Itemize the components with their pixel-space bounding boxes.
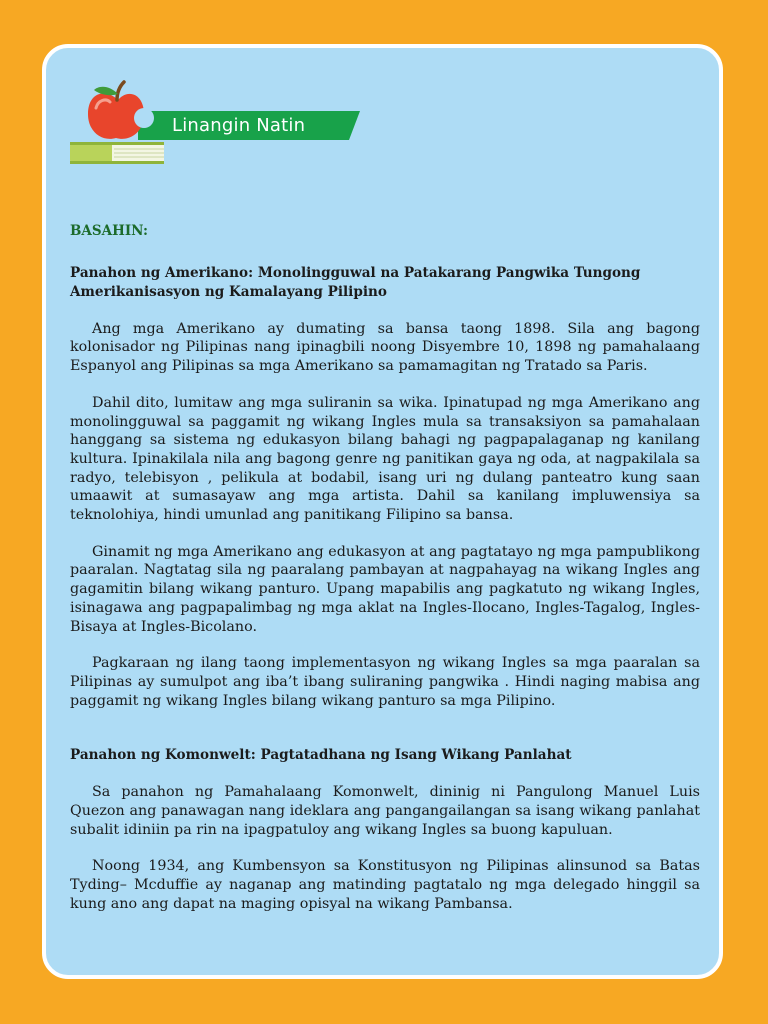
paragraph: Pagkaraan ng ilang taong implementasyon ng wikang Ingles sa mga paaralan sa Pilipinas ay sumulpot ang iba’t ibang suliraning pangwika . Hindi naging mabisa ang paggamit ng wikang Ingles bilang wikang panturo sa mga Pilipino. [70,655,700,709]
paragraph: Ginamit ng mga Amerikano ang edukasyon at ang pagtatayo ng mga pampublikong paaralan. Nagtatag sila ng paaralang pambayan at nagpahayag na wikang Ingles ang gagamitin bilang wikang panturo. Upang mapabilis ang pagkatuto ng wikang Ingles, isinagawa ang pagpapalimbag ng mga aklat na Ingles-Ilocano, Ingles-Tagalog, Ingles-Bisaya at Ingles-Bicolano. [70,543,700,635]
paragraph: Dahil dito, lumitaw ang mga suliranin sa wika. Ipinatupad ng mga Amerikano ang monolingguwal sa paggamit ng wikang Ingles mula sa transaksiyon sa pamahalaan hanggang sa sistema ng edukasyon bilang bahagi ng pagpapalaganap ng kanilang kultura. Ipinakilala nila ang bagong genre ng panitikan gaya ng oda, at nagpakilala sa radyo, telebisyon , pelikula at bodabil, isang uri ng dulang panteatro kung saan umaawit at sumasayaw ang mga artista. Dahil sa kanilang impluwensiya sa teknolohiya, hindi umunlad ang panitikang Filipino sa bansa. [70,394,700,524]
paragraph: Sa panahon ng Pamahalaang Komonwelt, dininig ni Pangulong Manuel Luis Quezon ang panawagan nang ideklara ang pangangailangan sa isang wikang panlahat subalit idiniin pa rin na ipagpatuloy ang wikang Ingles sa buong kapuluan. [70,784,700,838]
paragraph: Ang mga Amerikano ay dumating sa bansa taong 1898. Sila ang bagong kolonisador ng Pilipinas nang ipinagbili noong Disyembre 10, 1898 ng pamahalaang Espanyol ang Pilipinas sa mga Amerikano sa pamamagitan ng Tratado sa Paris. [70,320,700,375]
basahin-label: BASAHIN: [70,223,149,239]
paragraph: Noong 1934, ang Kumbensyon sa Konstitusyon ng Pilipinas alinsunod sa Batas Tyding– Mcduffie ay naganap ang matinding pagtatalo ng mga delegado hinggil sa kung ano ang dapat na maging opisyal na wikang Pambansa. [70,858,700,912]
section-header [68,78,368,170]
banner-title: Linangin Natin [172,115,306,136]
book-icon [70,142,164,164]
section-heading: Panahon ng Komonwelt: Pagtatadhana ng Isang Wikang Panlahat [70,747,572,764]
section-heading: Panahon ng Amerikano: Monolingguwal na Patakarang Pangwika Tungong Amerikanisasyon ng Kamalayang Pilipino [70,264,641,300]
reading-content [70,222,700,932]
